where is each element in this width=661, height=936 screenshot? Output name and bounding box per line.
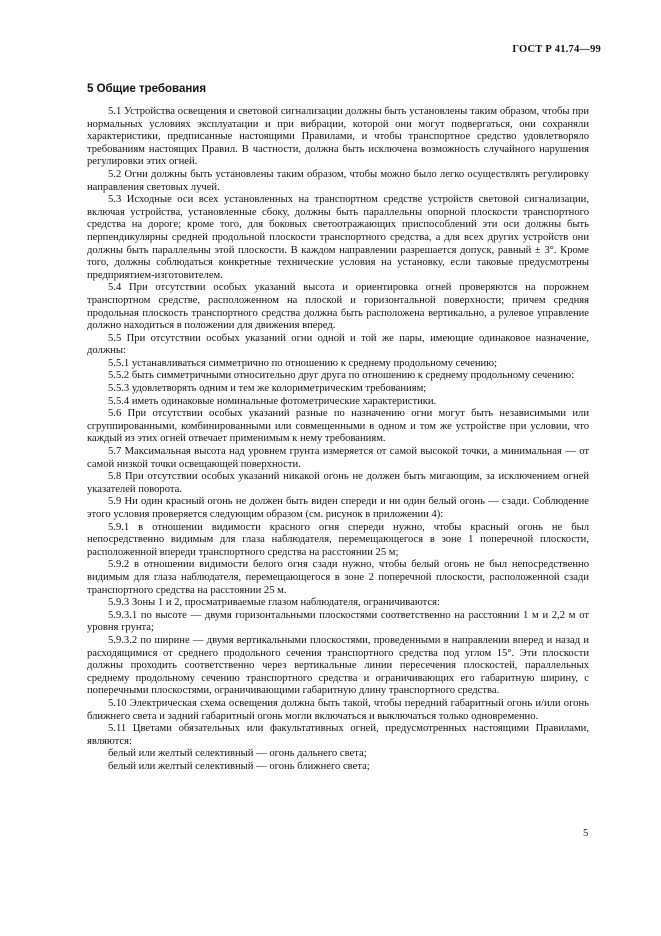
paragraph-5-9-3-2: 5.9.3.2 по ширине — двумя вертикальными плоскостями, проведенными в направлении вперед и назад и расходящимися от среднего продольного сечения транспортного средства под углом 15°. Эти плоскости должны проходить соответственно через вертикальные линии пересечения плоскостей, параллельных среднему продольному сечению транспортного средства и ограничивающих его габаритную ширину, с поперечными плоскостями, ограничивающими габаритную длину транспортного средства. xyxy=(87,634,589,697)
section-body xyxy=(87,106,589,773)
paragraph-5-5-2: 5.5.2 быть симметричными относительно друг друга по отношению к среднему продольному сечению: xyxy=(108,370,575,382)
paragraph-5-5-3: 5.5.3 удовлетворять одним и тем же колориметрическим требованиям; xyxy=(108,383,427,395)
paragraph-5-5: 5.5 При отсутствии особых указаний огни одной и той же пары, имеющие одинаковое назначение, должны: xyxy=(87,332,589,357)
paragraph-5-9: 5.9 Ни один красный огонь не должен быть виден спереди и ни один белый огонь — сзади. Соблюдение этого условия проверяется следующим образом (см. рисунок в приложении 4): xyxy=(87,496,589,520)
paragraph-5-9-3-1: 5.9.3.1 по высоте — двумя горизонтальными плоскостями соответственно на расстоянии 1 м и 2,2 м от уровня грунта; xyxy=(87,609,589,634)
paragraph-5-1: 5.1 Устройства освещения и световой сигнализации должны быть установлены таким образом, чтобы при нормальных условиях эксплуатации и при вибрации, которой они могут подвергаться, они сохраняли характеристики, предписанные настоящими Правилами, и чтобы транспортное средство удовлетворяло требованиям настоящих Правил. В частности, должна быть исключена возможность случайного нарушения регулировки этих огней. xyxy=(87,106,589,168)
paragraph-5-11: 5.11 Цветами обязательных или факультативных огней, предусмотренных настоящими Правилами, являются: xyxy=(87,723,589,747)
list-item-low-beam: белый или желтый селективный — огонь ближнего света; xyxy=(108,760,370,772)
paragraph-5-8: 5.8 При отсутствии особых указаний никакой огонь не должен быть мигающим, за исключением огней указателей поворота. xyxy=(87,471,589,495)
paragraph-5-9-3: 5.9.3 Зоны 1 и 2, просматриваемые глазом наблюдателя, ограничиваются: xyxy=(108,597,440,609)
paragraph-5-5-1: 5.5.1 устанавливаться симметрично по отношению к среднему продольному сечению; xyxy=(108,357,498,369)
section-title: 5 Общие требования xyxy=(87,83,207,95)
paragraph-5-6: 5.6 При отсутствии особых указаний разные по назначению огни могут быть независимыми или сгруппированными, комбинированными или совмещенными в одном и том же устройстве при условии, что каждый из этих огней отвечает применимым к нему требованиям. xyxy=(87,408,589,445)
paragraph-5-2: 5.2 Огни должны быть установлены таким образом, чтобы можно было легко осуществлять регулировку направления световых лучей. xyxy=(87,168,589,193)
paragraph-5-3: 5.3 Исходные оси всех установленных на транспортном средстве устройств световой сигнализации, включая устройства, установленные сбоку, должны быть параллельны опорной плоскости транспортного средства на дороге; кроме того, для боковых светоотражающих приспособлений эти оси должны быть перпендикулярны средней продольной плоскости транспортного средства, а для всех других устройств они должны быть параллельны этой плоскости. В каждом направлении разрешается допуск, равный ± 3°. Кроме того, должны соблюдаться конкретные технические условия на установку, если таковые предусмотрены предприятием-изготовителем. xyxy=(87,194,589,281)
paragraph-5-7: 5.7 Максимальная высота над уровнем грунта измеряется от самой высокой точки, а минимальная — от самой низкой точки освещающей поверхности. xyxy=(87,446,589,470)
page-number: 5 xyxy=(583,828,589,839)
document-code-header: ГОСТ Р 41.74—99 xyxy=(512,44,601,55)
list-item-high-beam: белый или желтый селективный — огонь дальнего света; xyxy=(108,748,367,760)
paragraph-5-9-2: 5.9.2 в отношении видимости белого огня сзади нужно, чтобы белый огонь не был непосредственно видимым для глаза наблюдателя, перемещающегося в зоне 2 поперечной плоскости, расположенной сзади транспортного средства на расстоянии 25 м. xyxy=(87,559,589,596)
paragraph-5-10: 5.10 Электрическая схема освещения должна быть такой, чтобы передний габаритный огонь и/или огонь ближнего света и задний габаритный огонь могли включаться и выключаться только одновременно. xyxy=(87,697,589,722)
paragraph-5-4: 5.4 При отсутствии особых указаний высота и ориентировка огней проверяются на порожнем транспортном средстве, расположенном на плоской и горизонтальной поверхности; причем средняя продольная плоскость транспортного средства должна быть расположена вертикально, а рулевое управление должно находиться в положении для движения вперед. xyxy=(87,282,589,332)
paragraph-5-5-4: 5.5.4 иметь одинаковые номинальные фотометрические характеристики. xyxy=(108,395,437,407)
paragraph-5-9-1: 5.9.1 в отношении видимости красного огня спереди нужно, чтобы красный огонь не был непосредственно видимым для глаза наблюдателя, перемещающегося в зоне 1 поперечной плоскости, расположенной впереди транспортного средства на расстоянии 25 м; xyxy=(87,521,589,558)
